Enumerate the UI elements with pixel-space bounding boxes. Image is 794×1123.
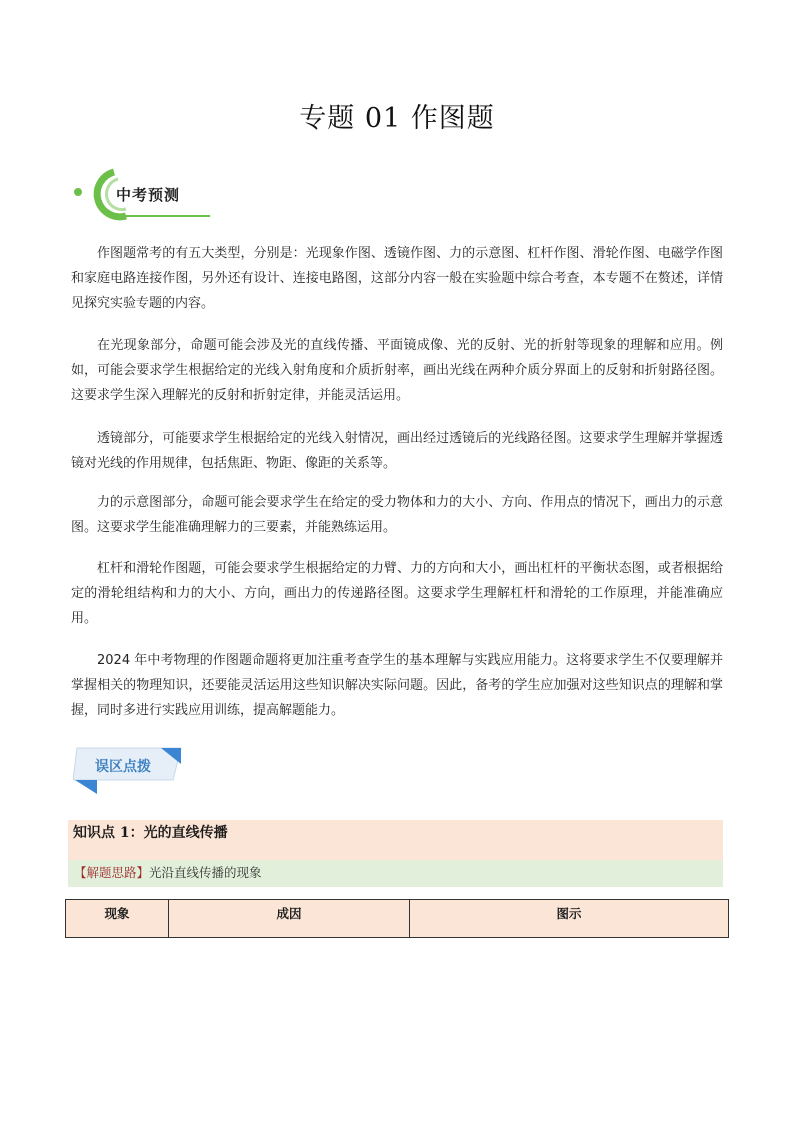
header-cause: 成因 xyxy=(169,900,410,938)
paragraph-4: 力的示意图部分，命题可能会要求学生在给定的受力物体和力的大小、方向、作用点的情况下，画出力的示意图。这要求学生能准确理解力的三要素，并能熟练运用。 xyxy=(71,495,723,535)
forecast-badge-label: 中考预测 xyxy=(116,186,181,204)
hint-bracket-label: 【解题思路】 xyxy=(74,865,150,880)
paragraph-5: 杠杆和滑轮作图题，可能会要求学生根据给定的力臂、力的方向和大小，画出杠杆的平衡状态图，或者根据给定的滑轮组结构和力的大小、方向，画出力的传递路径图。这要求学生理解杠杆和滑轮的工作原理，并能准确应用。 xyxy=(71,561,723,626)
knowledge-point-bar xyxy=(68,820,723,860)
header-illustration: 图示 xyxy=(410,900,729,938)
page-title: 专题 01 作图题 xyxy=(299,103,495,134)
forecast-badge xyxy=(74,162,214,222)
paragraph-2: 在光现象部分，命题可能会涉及光的直线传播、平面镜成像、光的反射、光的折射等现象的理解和应用。例如，可能会要求学生根据给定的光线入射角度和介质折射率，画出光线在两种介质分界面上的反射和折射路径图。这要求学生深入理解光的反射和折射定律，并能灵活运用。 xyxy=(71,338,723,403)
tips-badge-label: 误区点拨 xyxy=(95,759,151,775)
paragraph-6: 2024 年中考物理的作图题命题将更加注重考查学生的基本理解与实践应用能力。这将要求学生不仅要理解并掌握相关的物理知识，还要能灵活运用这些知识解决实际问题。因此，备考的学生应加强对这些知识点的理解和掌握，同时多进行实践应用训练，提高解题能力。 xyxy=(71,653,723,718)
table-header-row xyxy=(66,900,729,938)
hint-bar xyxy=(68,860,723,887)
knowledge-point-title: 知识点 1：光的直线传播 xyxy=(73,825,228,841)
hint-text: 光沿直线传播的现象 xyxy=(149,865,262,880)
hint-line xyxy=(74,863,262,881)
phenomenon-table xyxy=(65,899,729,938)
tips-badge xyxy=(73,744,185,796)
header-phenomenon: 现象 xyxy=(66,900,169,938)
paragraph-1: 作图题常考的有五大类型，分别是：光现象作图、透镜作图、力的示意图、杠杆作图、滑轮作图、电磁学作图和家庭电路连接作图，另外还有设计、连接电路图，这部分内容一般在实验题中综合考查，本专题不在赘述，详情见探究实验专题的内容。 xyxy=(71,246,723,311)
paragraph-3: 透镜部分，可能要求学生根据给定的光线入射情况，画出经过透镜后的光线路径图。这要求学生理解并掌握透镜对光线的作用规律，包括焦距、物距、像距的关系等。 xyxy=(71,431,723,471)
